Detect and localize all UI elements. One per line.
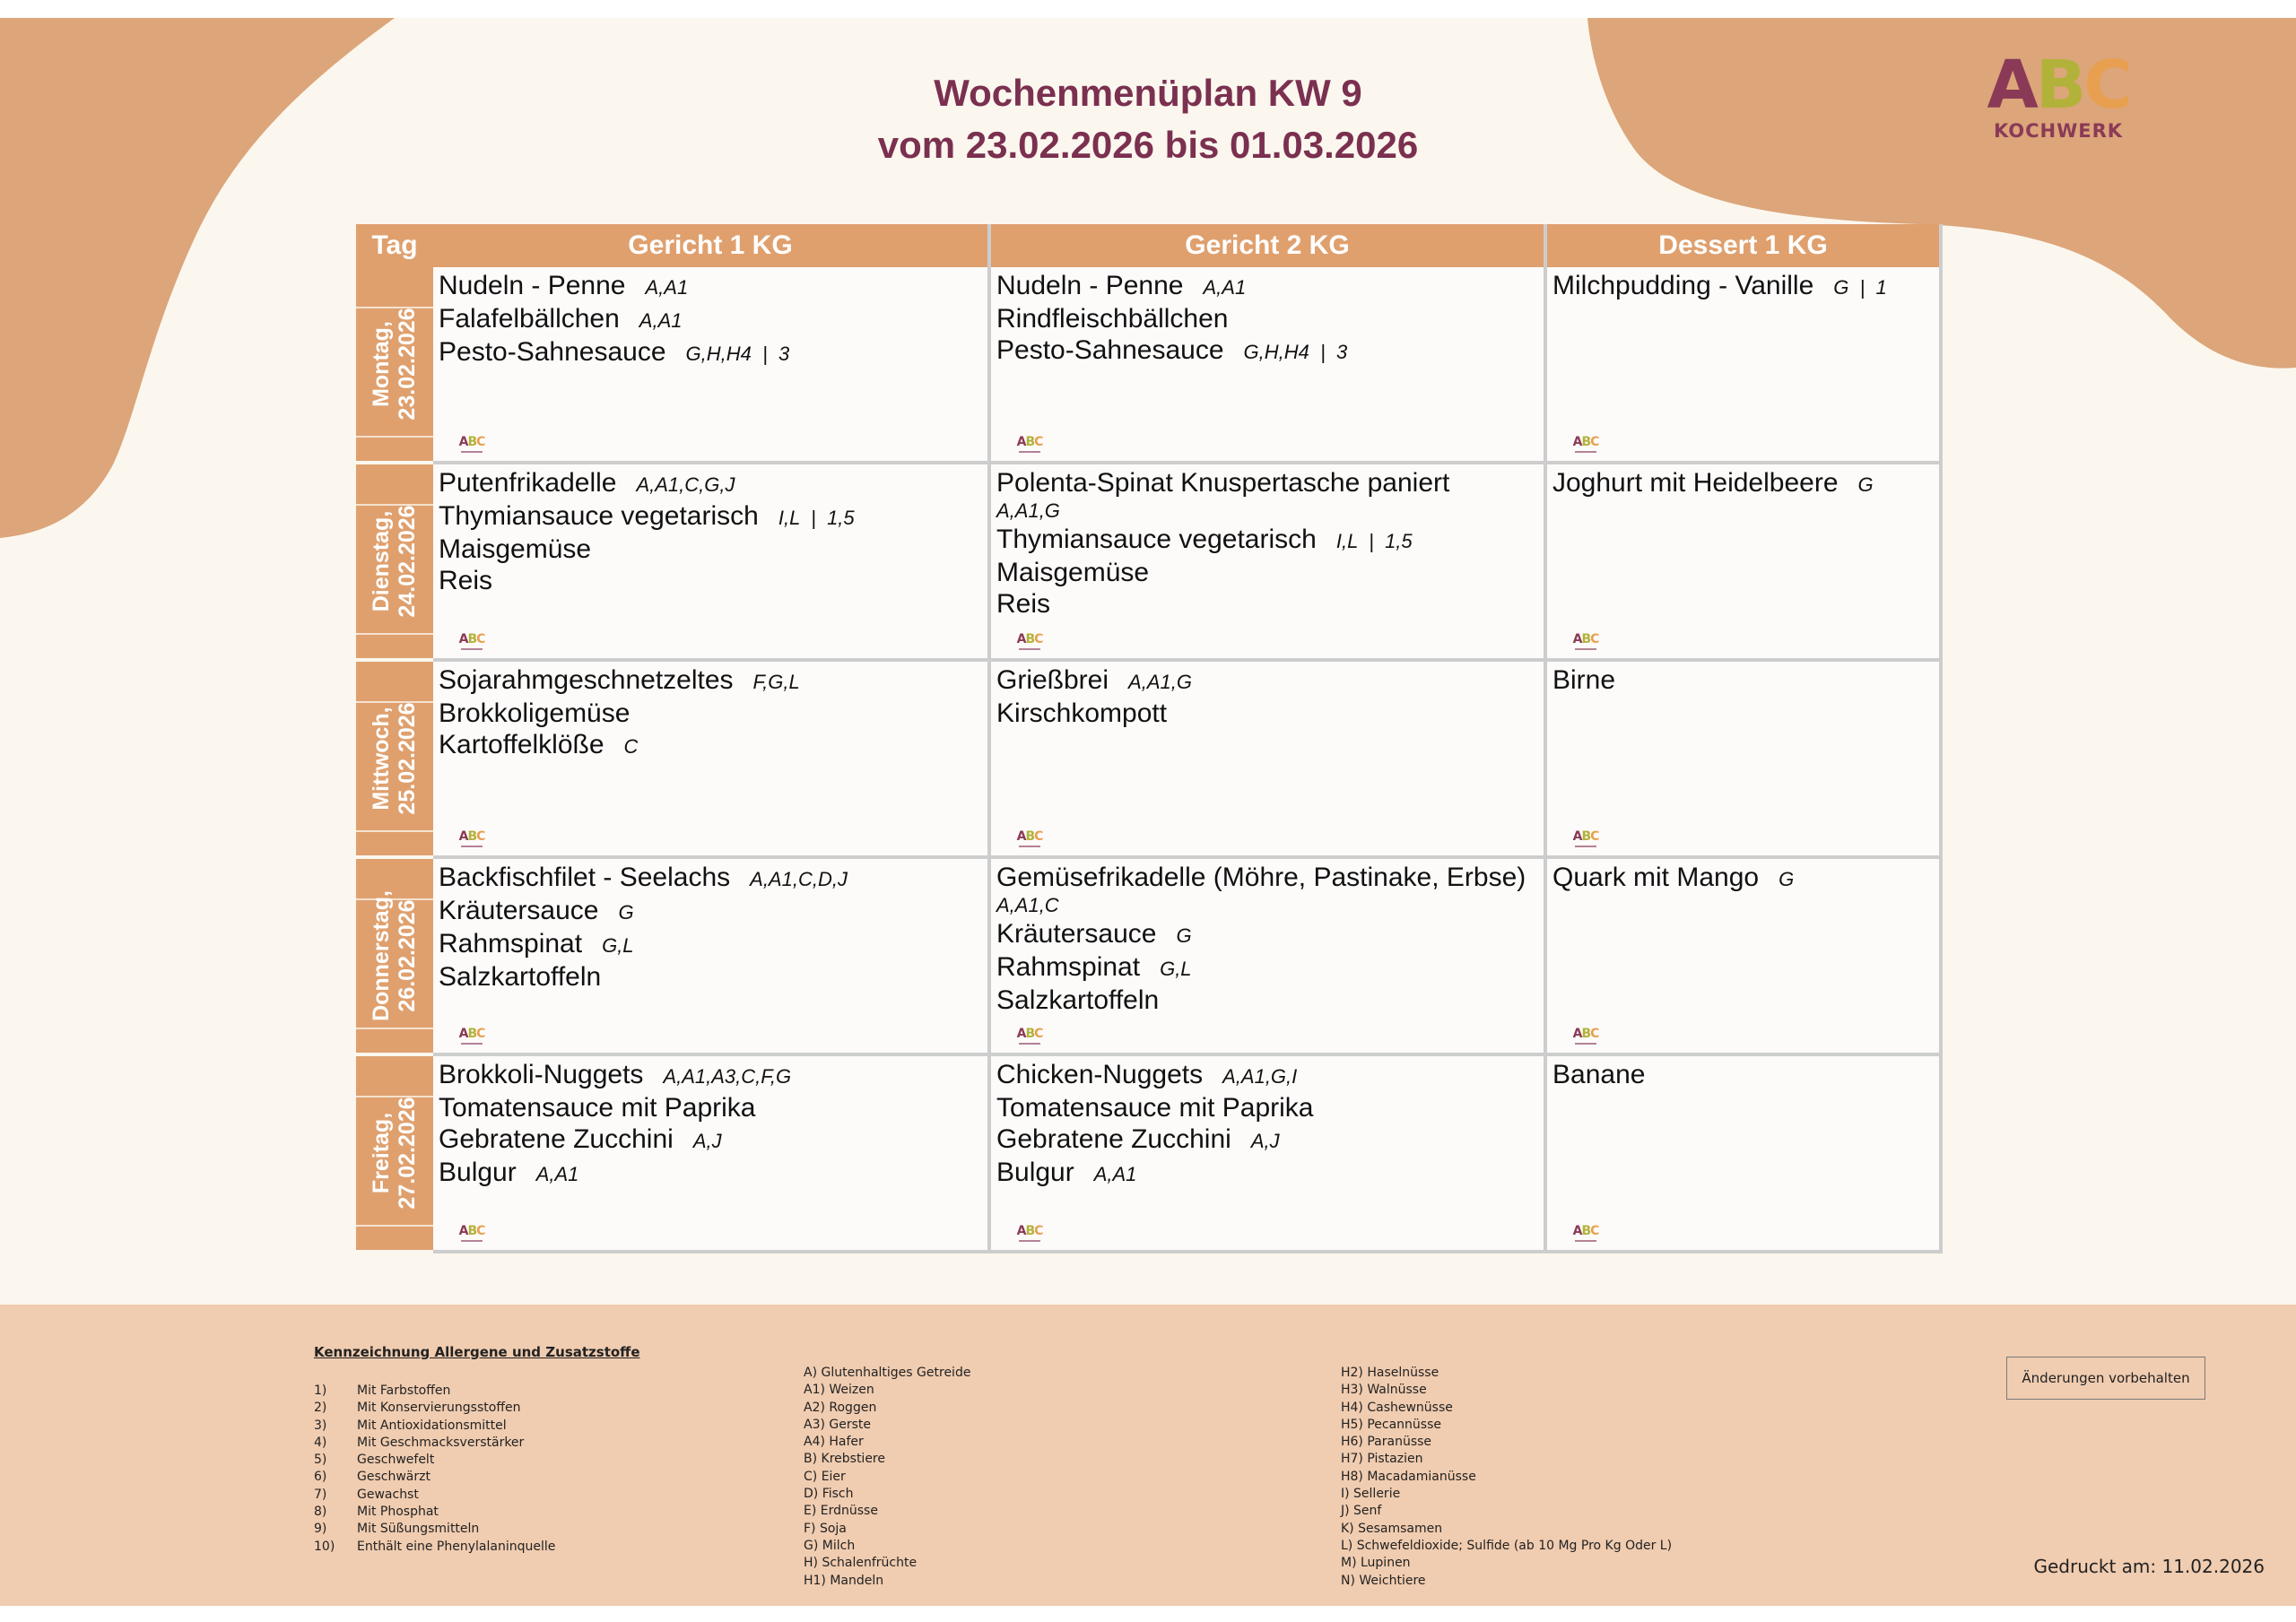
allergen-codes: G,L	[602, 934, 634, 957]
dish-item	[1552, 664, 1939, 696]
dish-item	[439, 1157, 987, 1190]
printed-date: Gedruckt am: 11.02.2026	[2033, 1556, 2265, 1577]
dish-list	[991, 267, 1544, 368]
dish-item	[439, 928, 987, 961]
kochwerk-mini-logo: ABC	[1014, 1026, 1045, 1045]
day-label	[369, 308, 421, 420]
allergen-row: H8) Macadamianüsse	[1341, 1469, 1476, 1484]
dish-cell	[433, 857, 989, 1054]
dish-cell	[989, 1054, 1545, 1252]
dish-item	[996, 334, 1544, 368]
allergen-codes: G	[1176, 924, 1192, 947]
allergen-row: K) Sesamsamen	[1341, 1521, 1443, 1536]
dish-item	[439, 565, 987, 596]
additive-code: 3)	[314, 1418, 327, 1433]
kochwerk-mini-logo: ABC	[1570, 1026, 1601, 1045]
dish-name: Kräutersauce	[996, 919, 1157, 949]
additive-row	[314, 1400, 555, 1417]
allergen-codes: G,H,H4 | 3	[685, 343, 790, 365]
dish-item	[996, 1157, 1544, 1190]
dish-item	[996, 862, 1544, 918]
day-cell	[356, 463, 433, 660]
allergen-codes: G	[1779, 868, 1795, 890]
dish-name: Bulgur	[439, 1158, 517, 1187]
allergen-row: C) Eier	[804, 1469, 846, 1484]
kochwerk-mini-logo: ABC	[1570, 631, 1601, 651]
dish-item	[996, 1059, 1544, 1092]
dish-name: Maisgemüse	[439, 534, 592, 564]
dish-name: Milchpudding - Vanille	[1552, 271, 1814, 300]
dish-item	[996, 1123, 1544, 1157]
dish-name: Pesto-Sahnesauce	[996, 335, 1224, 365]
additive-label: Mit Konservierungsstoffen	[357, 1401, 521, 1416]
additive-label: Mit Antioxidationsmittel	[357, 1418, 507, 1433]
dish-item	[439, 270, 987, 303]
header-dish-2: Gericht 2 KG	[989, 224, 1545, 267]
allergen-codes: A,A1,G	[996, 499, 1060, 522]
allergen-codes: A,A1	[1203, 276, 1247, 299]
dish-item	[439, 862, 987, 895]
allergen-codes: G,L	[1160, 958, 1192, 980]
day-divider	[356, 1225, 433, 1227]
additive-code: 6)	[314, 1470, 327, 1485]
additive-code: 9)	[314, 1522, 327, 1537]
allergen-codes: A,A1	[639, 309, 683, 332]
dish-name: Chicken-Nuggets	[996, 1060, 1204, 1089]
day-name: Mittwoch,	[369, 707, 394, 811]
dish-name: Nudeln - Penne	[439, 271, 626, 300]
allergen-row: H1) Mandeln	[804, 1573, 884, 1588]
additive-row	[314, 1539, 555, 1556]
dish-name: Rahmspinat	[439, 929, 583, 958]
table-row	[356, 1054, 1941, 1252]
dish-name: Brokkoli-Nuggets	[439, 1060, 644, 1089]
additive-code: 1)	[314, 1383, 327, 1398]
day-label	[369, 890, 421, 1021]
allergen-row: H) Schalenfrüchte	[804, 1556, 918, 1571]
additive-code: 2)	[314, 1401, 327, 1416]
dish-name: Nudeln - Penne	[996, 271, 1184, 300]
dish-name: Rahmspinat	[996, 952, 1141, 982]
allergen-codes: A,J	[1250, 1130, 1280, 1152]
dish-name: Tomatensauce mit Paprika	[996, 1093, 1314, 1123]
changes-notice: Änderungen vorbehalten	[2006, 1357, 2205, 1400]
dish-cell	[433, 267, 989, 463]
additive-row	[314, 1383, 555, 1400]
page-title	[0, 67, 2296, 171]
dish-name: Gebratene Zucchini	[996, 1124, 1231, 1154]
dish-item	[439, 961, 987, 993]
dessert-cell	[1545, 857, 1941, 1054]
dish-list	[991, 1056, 1544, 1190]
allergen-row: B) Krebstiere	[804, 1452, 885, 1467]
allergen-codes: A,A1,A3,C,F,G	[663, 1065, 792, 1088]
dish-cell	[433, 660, 989, 857]
allergen-row: A4) Hafer	[804, 1435, 864, 1450]
allergen-row: L) Schwefeldioxide; Sulfide (ab 10 Mg Pro Kg Oder L)	[1341, 1538, 1673, 1553]
dish-item	[996, 557, 1544, 588]
additive-label: Geschwärzt	[357, 1470, 430, 1485]
kochwerk-mini-logo: ABC	[457, 434, 487, 454]
kochwerk-mini-logo: ABC	[457, 631, 487, 651]
dish-name: Thymiansauce vegetarisch	[996, 525, 1317, 554]
dish-name: Tomatensauce mit Paprika	[439, 1093, 756, 1123]
allergen-row: A2) Roggen	[804, 1400, 877, 1415]
dish-name: Kirschkompott	[996, 698, 1168, 728]
dish-item	[996, 524, 1544, 557]
day-date: 25.02.2026	[395, 702, 420, 815]
kochwerk-mini-logo: ABC	[1014, 631, 1045, 651]
dish-name: Putenfrikadelle	[439, 468, 617, 498]
dish-item	[439, 1059, 987, 1092]
day-cell	[356, 660, 433, 857]
allergen-codes: C	[623, 735, 639, 758]
dessert-cell	[1545, 267, 1941, 463]
day-divider	[356, 830, 433, 832]
dish-list	[991, 464, 1544, 620]
table-row	[356, 660, 1941, 857]
allergen-row: E) Erdnüsse	[804, 1504, 878, 1519]
dish-name: Reis	[996, 589, 1051, 619]
allergen-codes: A,A1	[535, 1163, 579, 1185]
allergen-codes: I,L | 1,5	[1335, 530, 1413, 552]
additive-code: 8)	[314, 1505, 327, 1520]
dish-name: Polenta-Spinat Knuspertasche paniert	[996, 468, 1450, 498]
dish-name: Birne	[1552, 665, 1616, 695]
dish-item	[996, 588, 1544, 620]
dish-name: Thymiansauce vegetarisch	[439, 501, 759, 531]
dish-name: Pesto-Sahnesauce	[439, 337, 666, 367]
additive-row	[314, 1504, 555, 1521]
dish-item	[996, 303, 1544, 334]
legend-title: Kennzeichnung Allergene und Zusatzstoffe	[314, 1344, 640, 1360]
kochwerk-mini-logo: ABC	[1570, 1223, 1601, 1243]
dish-item	[439, 664, 987, 698]
dish-cell	[989, 267, 1545, 463]
allergen-codes: A,A1,C,D,J	[750, 868, 848, 890]
day-date: 24.02.2026	[395, 505, 420, 618]
additive-code: 7)	[314, 1487, 327, 1502]
dish-name: Quark mit Mango	[1552, 863, 1760, 892]
day-name: Freitag,	[369, 1112, 394, 1194]
dish-list	[1547, 464, 1939, 500]
title-week: Wochenmenüplan KW 9	[934, 72, 1362, 114]
dish-cell	[433, 1054, 989, 1252]
day-label-box	[356, 1056, 433, 1250]
dessert-cell	[1545, 660, 1941, 857]
kochwerk-mini-logo: ABC	[1014, 828, 1045, 848]
day-name: Dienstag,	[369, 510, 394, 612]
dish-item	[439, 500, 987, 533]
dish-list	[433, 464, 987, 596]
dish-name: Salzkartoffeln	[439, 962, 602, 992]
allergen-codes: G | 1	[1833, 276, 1887, 299]
day-divider	[356, 633, 433, 635]
additive-code: 5)	[314, 1453, 327, 1468]
allergen-row: N) Weichtiere	[1341, 1573, 1426, 1588]
allergen-row: J) Senf	[1341, 1504, 1382, 1519]
dish-item	[439, 895, 987, 928]
allergen-row: H4) Cashewnüsse	[1341, 1400, 1453, 1415]
dish-cell	[989, 463, 1545, 660]
dish-name: Gemüsefrikadelle (Möhre, Pastinake, Erbse)	[996, 863, 1526, 892]
day-cell	[356, 267, 433, 463]
dish-list	[433, 267, 987, 369]
dish-item	[996, 1092, 1544, 1123]
allergen-row: A) Glutenhaltiges Getreide	[804, 1366, 971, 1380]
dish-item	[439, 467, 987, 500]
additive-row	[314, 1521, 555, 1538]
dish-name: Kartoffelklöße	[439, 730, 604, 759]
allergen-row: H3) Walnüsse	[1341, 1383, 1427, 1398]
allergen-codes: A,A1,C	[996, 894, 1059, 916]
dish-cell	[989, 857, 1545, 1054]
day-label-box	[356, 464, 433, 658]
dish-list	[433, 859, 987, 993]
kochwerk-mini-logo: ABC	[457, 1026, 487, 1045]
dish-cell	[433, 463, 989, 660]
additive-code: 10)	[314, 1539, 335, 1554]
legend-footer	[0, 1305, 2296, 1606]
dish-item	[996, 664, 1544, 698]
additive-label: Mit Farbstoffen	[357, 1383, 451, 1398]
additive-row	[314, 1452, 555, 1469]
dessert-cell	[1545, 1054, 1941, 1252]
day-label	[369, 702, 421, 814]
dish-item	[439, 336, 987, 369]
dish-list	[991, 859, 1544, 1016]
allergens-list-1	[804, 1365, 970, 1590]
dish-name: Reis	[439, 566, 493, 595]
dish-list	[1547, 1056, 1939, 1090]
allergens-list-2	[1341, 1365, 1672, 1590]
day-label-box	[356, 859, 433, 1053]
kochwerk-mini-logo: ABC	[457, 1223, 487, 1243]
allergen-row: M) Lupinen	[1341, 1556, 1411, 1571]
day-cell	[356, 857, 433, 1054]
kochwerk-mini-logo: ABC	[457, 828, 487, 848]
kochwerk-mini-logo: ABC	[1014, 434, 1045, 454]
allergen-row: D) Fisch	[804, 1487, 854, 1502]
kochwerk-mini-logo: ABC	[1570, 434, 1601, 454]
dish-list	[1547, 662, 1939, 696]
dish-item	[1552, 270, 1939, 303]
dish-name: Backfischfilet - Seelachs	[439, 863, 731, 892]
additive-label: Mit Süßungsmitteln	[357, 1522, 480, 1537]
additives-list	[314, 1383, 555, 1556]
allergen-codes: A,A1,G	[1128, 671, 1192, 693]
dish-name: Brokkoligemüse	[439, 698, 631, 728]
dish-list	[1547, 859, 1939, 895]
kochwerk-mini-logo: ABC	[1014, 1223, 1045, 1243]
dish-name: Grießbrei	[996, 665, 1109, 695]
additive-label: Gewachst	[357, 1487, 419, 1502]
dish-item	[439, 1123, 987, 1157]
dish-item	[439, 1092, 987, 1123]
allergen-row: F) Soja	[804, 1521, 847, 1536]
dish-item	[996, 984, 1544, 1016]
dish-item	[996, 467, 1544, 524]
header-dish-1: Gericht 1 KG	[433, 224, 989, 267]
dish-item	[996, 918, 1544, 951]
dish-list	[991, 662, 1544, 729]
dish-name: Bulgur	[996, 1158, 1074, 1187]
allergen-row: A3) Gerste	[804, 1417, 872, 1432]
header-day: Tag	[356, 224, 433, 267]
allergen-codes: A,A1	[645, 276, 689, 299]
dish-item	[439, 698, 987, 729]
additive-code: 4)	[314, 1435, 327, 1450]
allergen-codes: G,H,H4 | 3	[1243, 341, 1348, 363]
allergen-row: G) Milch	[804, 1538, 856, 1553]
dish-name: Salzkartoffeln	[996, 985, 1160, 1015]
additive-row	[314, 1418, 555, 1435]
day-cell	[356, 1054, 433, 1252]
day-label	[369, 1097, 421, 1209]
allergen-row: I) Sellerie	[1341, 1487, 1401, 1502]
table-header-row	[356, 224, 1941, 267]
kochwerk-mini-logo: ABC	[1570, 828, 1601, 848]
dish-item	[1552, 862, 1939, 895]
additive-label: Mit Phosphat	[357, 1505, 439, 1520]
table-row	[356, 857, 1941, 1054]
dish-name: Rindfleischbällchen	[996, 304, 1229, 334]
menu-page	[0, 18, 2296, 1606]
day-date: 27.02.2026	[395, 1097, 420, 1210]
dish-name: Maisgemüse	[996, 558, 1150, 587]
day-divider	[356, 436, 433, 438]
table-row	[356, 267, 1941, 463]
dish-name: Kräutersauce	[439, 896, 599, 925]
dish-name: Sojarahmgeschnetzeltes	[439, 665, 734, 695]
allergen-codes: A,J	[692, 1130, 722, 1152]
allergen-row: A1) Weizen	[804, 1383, 874, 1398]
day-label-box	[356, 662, 433, 855]
day-label-box	[356, 267, 433, 461]
additive-row	[314, 1487, 555, 1504]
dish-item	[996, 270, 1544, 303]
table-row	[356, 463, 1941, 660]
dish-list	[433, 662, 987, 762]
dish-item	[996, 698, 1544, 729]
additive-row	[314, 1469, 555, 1486]
allergen-row: H2) Haselnüsse	[1341, 1366, 1439, 1380]
allergen-codes: G	[618, 901, 634, 924]
dish-list	[1547, 267, 1939, 303]
dish-item	[439, 729, 987, 762]
additive-label: Mit Geschmacksverstärker	[357, 1435, 525, 1450]
dish-name: Falafelbällchen	[439, 304, 620, 334]
day-name: Montag,	[369, 321, 394, 407]
allergen-codes: A,A1,G,I	[1222, 1065, 1298, 1088]
allergen-codes: A,A1	[1093, 1163, 1137, 1185]
abc-kochwerk-logo: ABC KOCHWERK	[1987, 47, 2130, 142]
dish-item	[439, 533, 987, 565]
title-daterange: vom 23.02.2026 bis 01.03.2026	[877, 124, 1419, 166]
day-name: Donnerstag,	[369, 890, 394, 1021]
day-label	[369, 505, 421, 617]
dish-list	[433, 1056, 987, 1190]
additive-label: Geschwefelt	[357, 1453, 435, 1468]
dish-item	[996, 951, 1544, 984]
dish-name: Gebratene Zucchini	[439, 1124, 674, 1154]
allergen-row: H7) Pistazien	[1341, 1452, 1423, 1467]
menu-table	[356, 224, 1943, 1253]
allergen-codes: I,L | 1,5	[778, 507, 855, 529]
day-divider	[356, 1028, 433, 1029]
allergen-row: H6) Paranüsse	[1341, 1435, 1432, 1450]
dish-name: Joghurt mit Heidelbeere	[1552, 468, 1839, 498]
dessert-cell	[1545, 463, 1941, 660]
allergen-codes: F,G,L	[752, 671, 800, 693]
day-date: 23.02.2026	[395, 308, 420, 421]
allergen-codes: A,A1,C,G,J	[636, 473, 735, 496]
dish-name: Banane	[1552, 1060, 1646, 1089]
dish-cell	[989, 660, 1545, 857]
dish-item	[1552, 1059, 1939, 1090]
header-dessert: Dessert 1 KG	[1545, 224, 1941, 267]
dish-item	[439, 303, 987, 336]
allergen-row: H5) Pecannüsse	[1341, 1417, 1441, 1432]
additive-row	[314, 1435, 555, 1452]
dish-item	[1552, 467, 1939, 500]
allergen-codes: G	[1857, 473, 1874, 496]
additive-label: Enthält eine Phenylalaninquelle	[357, 1539, 556, 1554]
day-date: 26.02.2026	[395, 899, 420, 1012]
